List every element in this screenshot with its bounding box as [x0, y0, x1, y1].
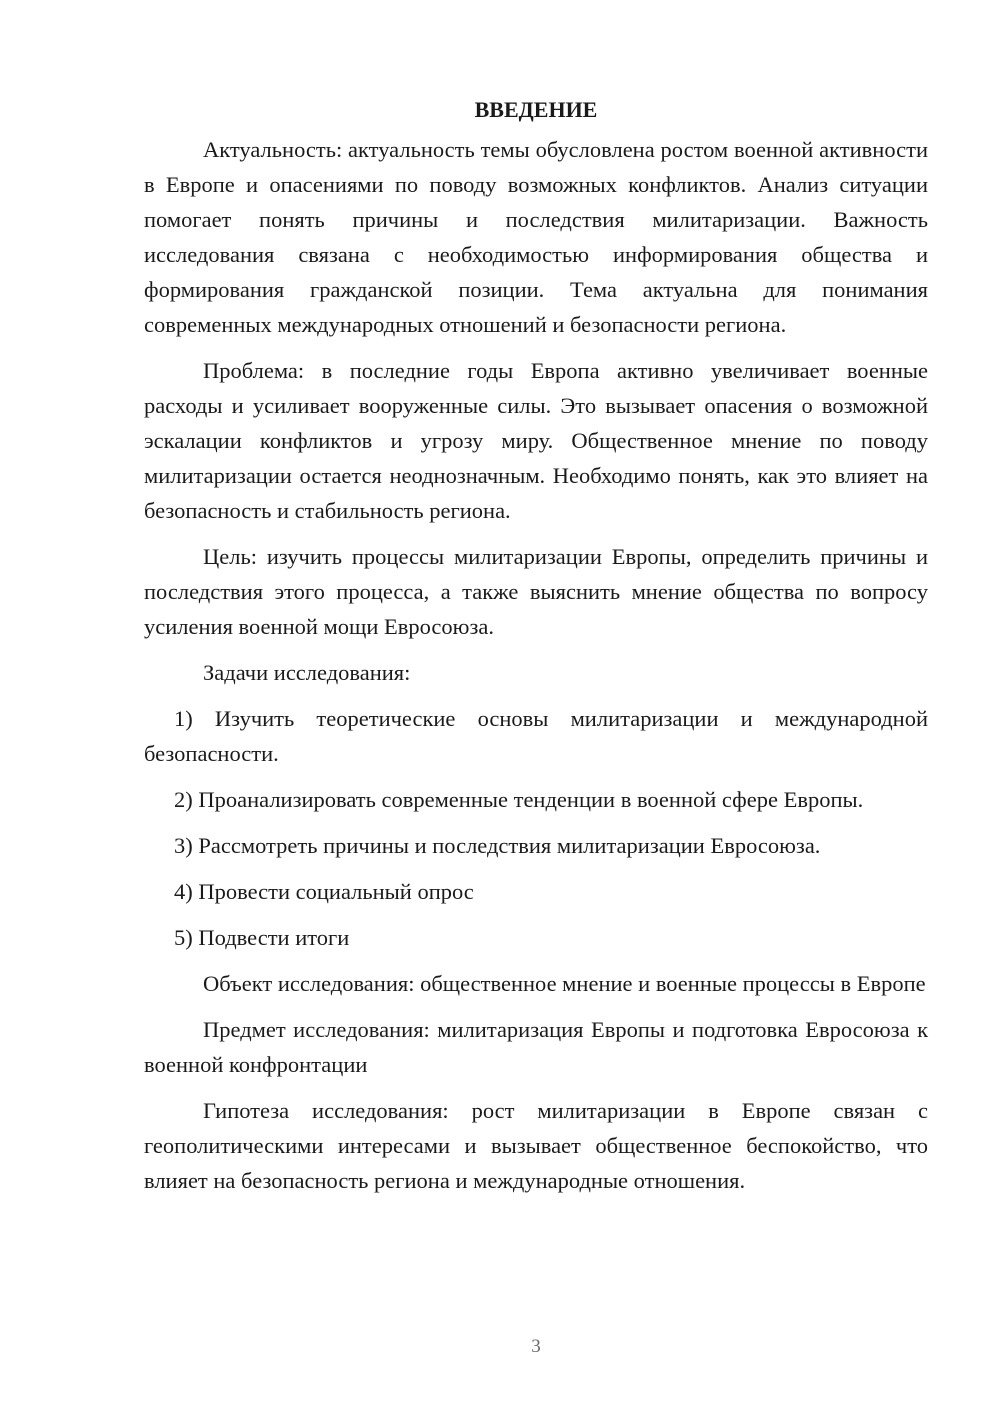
task-item-1: 1) Изучить теоретические основы милитаризации и международной безопасности. — [144, 706, 928, 766]
relevance-paragraph: Актуальность: актуальность темы обусловлена ростом военной активности в Европе и опасениями по поводу возможных конфликтов. Анализ ситуации помогает понять причины и последствия милитаризации. Важность исследования связана с необходимостью информирования общества и формирования гражданской позиции. Тема актуальна для понимания современных международных отношений и безопасности региона. — [144, 137, 928, 337]
problem-paragraph: Проблема: в последние годы Европа активно увеличивает военные расходы и усиливает вооруженные силы. Это вызывает опасения о возможной эскалации конфликтов и угрозу миру. Общественное мнение по поводу милитаризации остается неоднозначным. Необходимо понять, как это влияет на безопасность и стабильность региона. — [144, 358, 928, 523]
object-paragraph: Объект исследования: общественное мнение и военные процессы в Европе — [203, 971, 926, 996]
goal-paragraph: Цель: изучить процессы милитаризации Европы, определить причины и последствия этого процесса, а также выяснить мнение общества по вопросу усиления военной мощи Евросоюза. — [144, 544, 928, 639]
tasks-heading: Задачи исследования: — [203, 660, 411, 685]
task-item-3: 3) Рассмотреть причины и последствия милитаризации Евросоюза. — [174, 833, 821, 858]
task-item-2: 2) Проанализировать современные тенденции в военной сфере Европы. — [174, 787, 864, 812]
page-content — [144, 92, 928, 1209]
task-item-4: 4) Провести социальный опрос — [174, 879, 474, 904]
subject-paragraph: Предмет исследования: милитаризация Европы и подготовка Евросоюза к военной конфронтации — [144, 1017, 928, 1077]
section-title: ВВЕДЕНИЕ — [474, 97, 598, 122]
page-number: 3 — [531, 1336, 541, 1357]
hypothesis-paragraph: Гипотеза исследования: рост милитаризации в Европе связан с геополитическими интересами и вызывает общественное беспокойство, что влияет на безопасность региона и международные отношения. — [144, 1098, 928, 1193]
task-item-5: 5) Подвести итоги — [174, 925, 350, 950]
